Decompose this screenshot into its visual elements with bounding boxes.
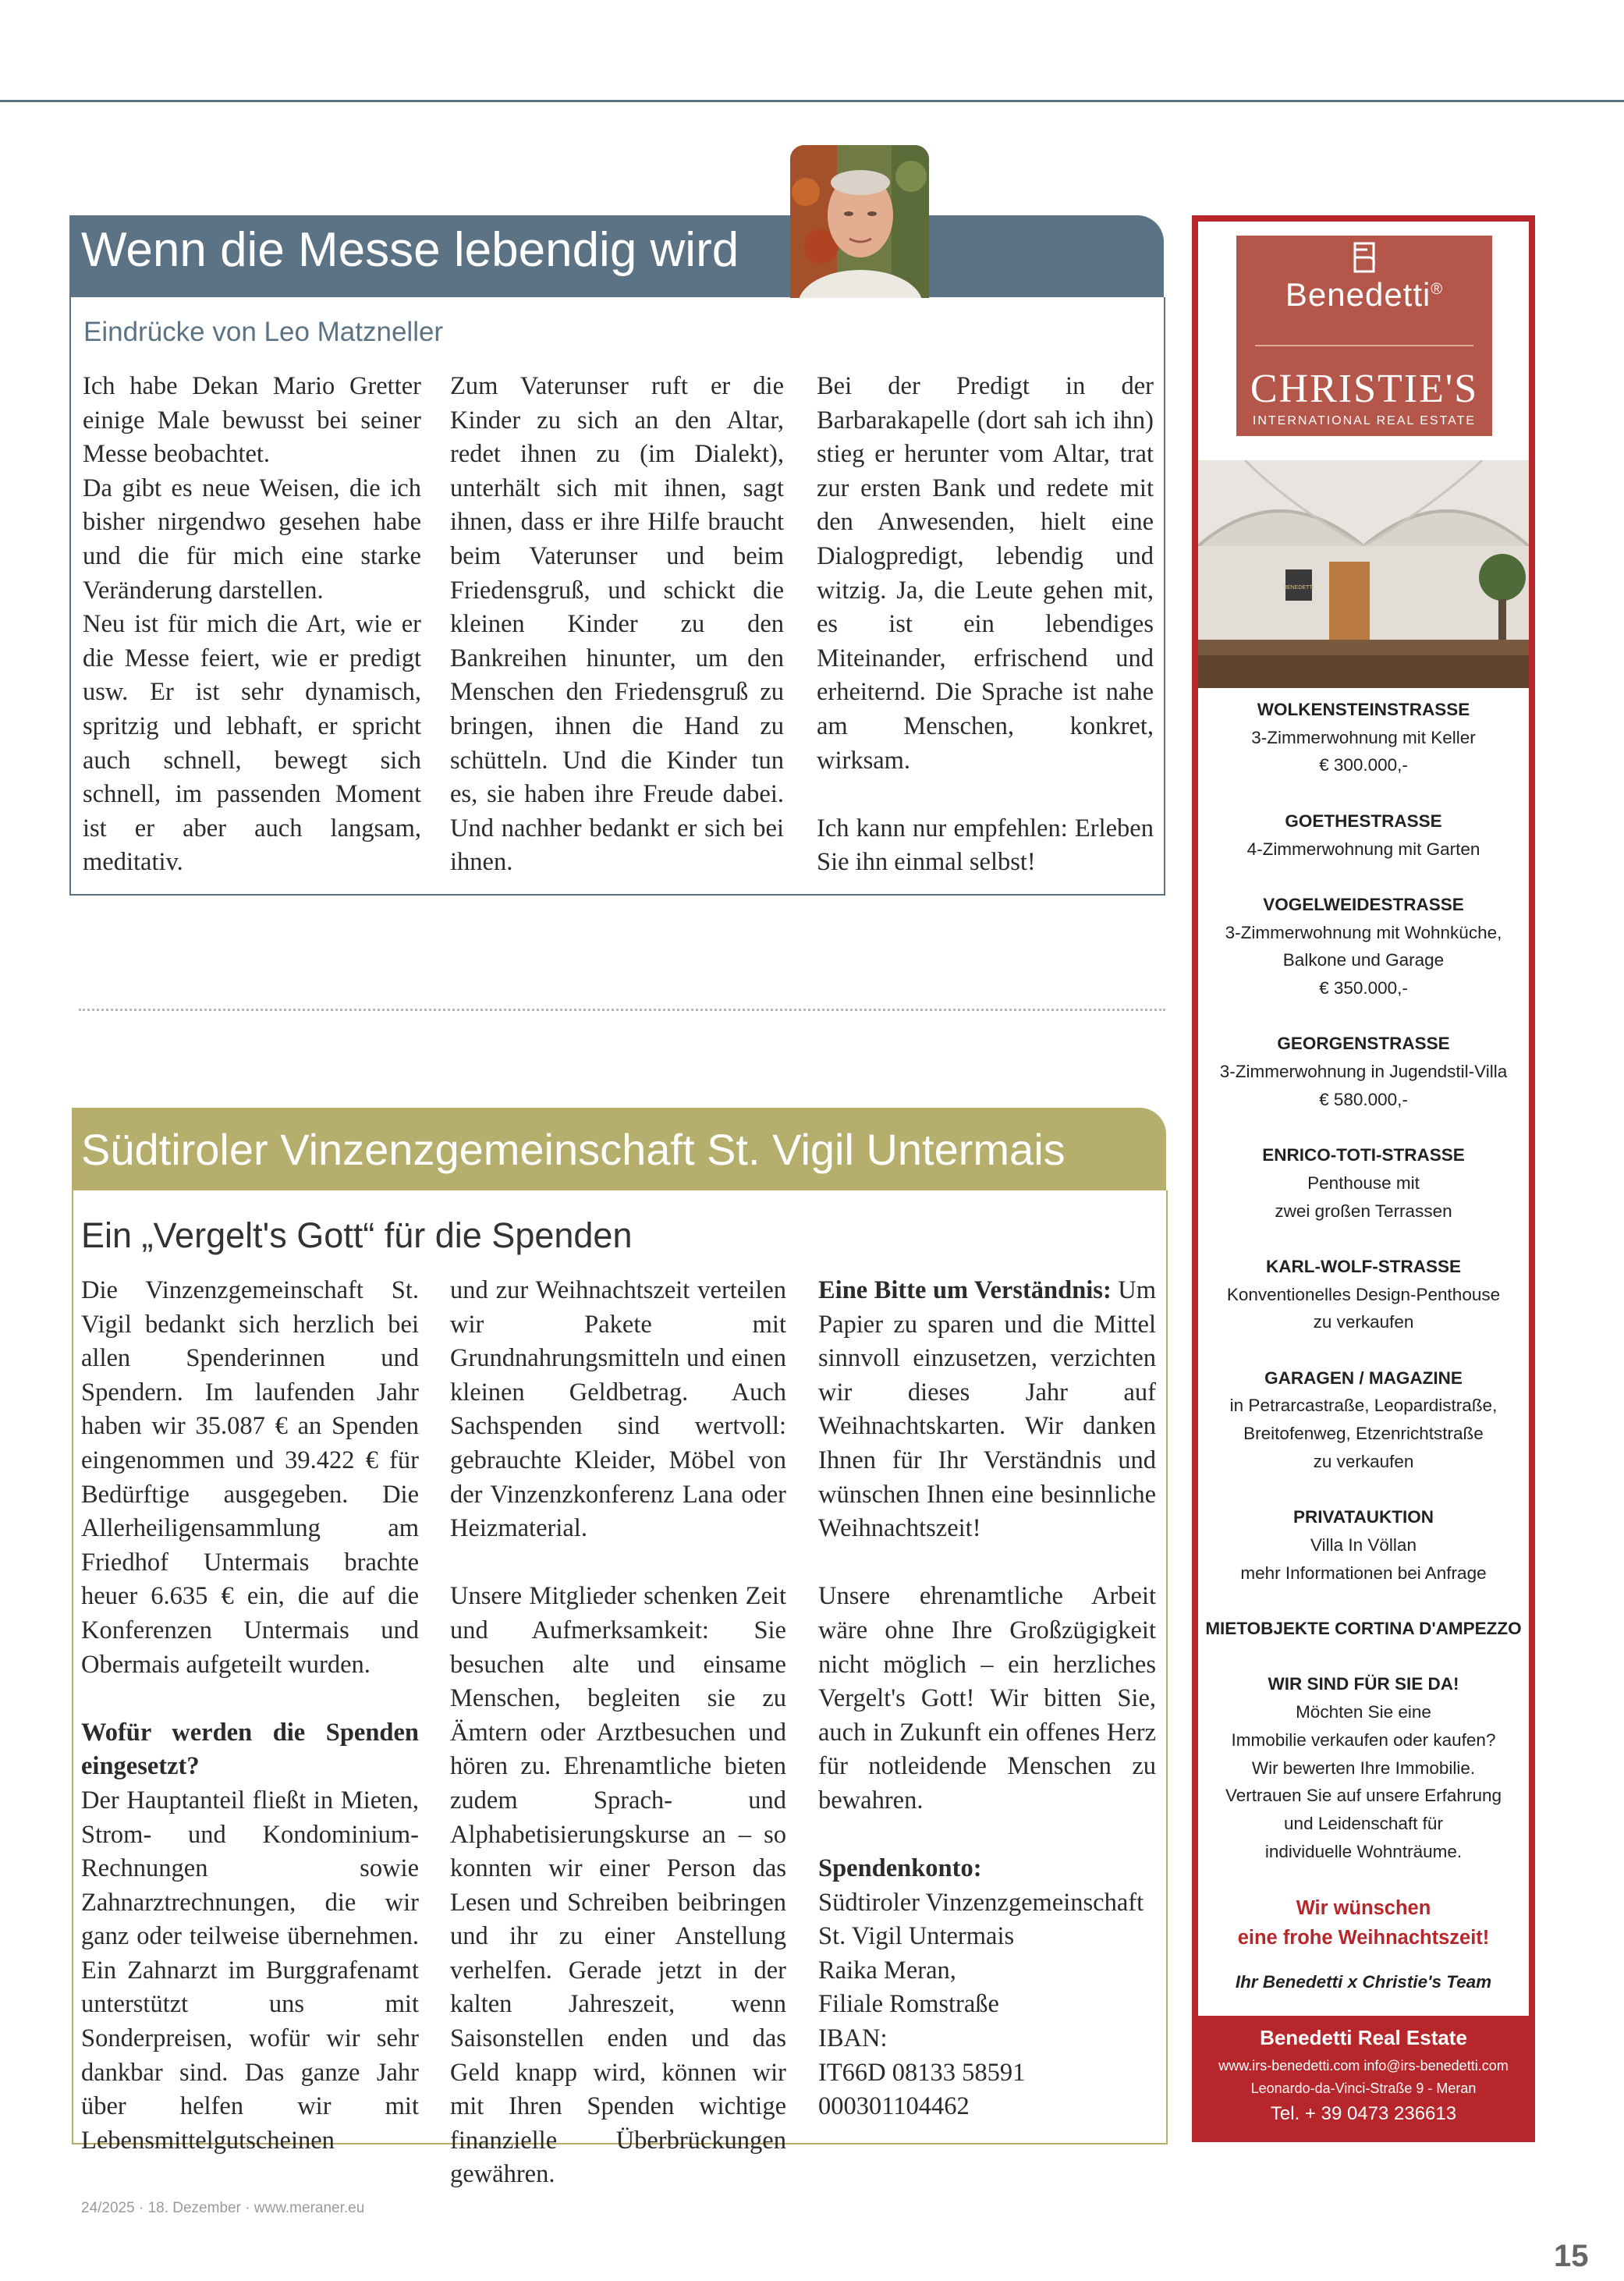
article2-column-2 bbox=[450, 1274, 786, 2192]
company-address: Leonardo-da-Vinci-Straße 9 - Meran bbox=[1250, 2081, 1477, 2096]
account-line: IBAN: bbox=[818, 2024, 888, 2053]
partner-name: CHRISTIE'S bbox=[1250, 367, 1479, 411]
contact-line: individuelle Wohnträume. bbox=[1264, 1841, 1463, 1861]
page-number: 15 bbox=[1554, 2239, 1589, 2273]
listing bbox=[1198, 1503, 1529, 1587]
listing-title: WOLKENSTEINSTRASSE bbox=[1257, 700, 1470, 719]
paragraph: und zur Weihnachtszeit verteilen wir Pakete mit Grundnahrungsmitteln und einen kleinen Geldbetrag. Auch Sachspenden sind wertvoll: gebrauchte Kleider, Möbel von der Vinzenzkonferenz Lana oder Heizmaterial. bbox=[450, 1276, 786, 1543]
listing-price: € 580.000,- bbox=[1319, 1089, 1408, 1109]
section-heading: Wofür werden die Spenden eingesetzt? bbox=[81, 1718, 419, 1781]
listing-line: 3-Zimmerwohnung mit Keller bbox=[1251, 727, 1476, 747]
article1-column-2 bbox=[450, 370, 784, 880]
issue-info: 24/2025 · 18. Dezember · www.meraner.eu bbox=[81, 2200, 365, 2216]
top-rule bbox=[0, 100, 1624, 102]
interior-photo bbox=[1198, 460, 1529, 688]
listing-line: 3-Zimmerwohnung mit Wohnküche, bbox=[1225, 922, 1502, 942]
article1-title: Wenn die Messe lebendig wird bbox=[81, 223, 739, 277]
contact-block bbox=[1198, 1670, 1529, 1865]
contact-line: Möchten Sie eine bbox=[1296, 1702, 1431, 1722]
listing-line: Villa In Völlan bbox=[1310, 1534, 1417, 1555]
section-divider bbox=[79, 1009, 1165, 1011]
listings bbox=[1198, 696, 1529, 1996]
company-phone: Tel. + 39 0473 236613 bbox=[1270, 2103, 1457, 2124]
listing-title: VOGELWEIDESTRASSE bbox=[1263, 894, 1464, 914]
listing bbox=[1198, 1253, 1529, 1336]
paragraph: Die Vinzenzgemeinschaft St. Vigil bedankt sich herzlich bei allen Spenderinnen und Spendern. Im laufenden Jahr haben wir 35.087 € an Spenden eingenommen und 39.422 € für Bedürftige ausgegeben. Die Allerheiligensammlung am Friedhof Untermais brachte heuer 6.635 € ein, die auf die Konferenzen Untermais und Obermais aufgeteilt wurden. bbox=[81, 1276, 419, 1679]
listing-price: € 300.000,- bbox=[1319, 755, 1408, 775]
listing-line: Breitofenweg, Etzenrichtstraße bbox=[1243, 1424, 1484, 1444]
article2-subtitle: Ein „Vergelt's Gott“ für die Spenden bbox=[81, 1215, 633, 1255]
section-heading: Spendenkonto: bbox=[818, 1854, 982, 1883]
article1-column-1 bbox=[83, 370, 421, 880]
article2-column-3 bbox=[818, 1274, 1156, 2124]
listing-line: Konventionelles Design-Penthouse bbox=[1226, 1284, 1501, 1304]
listing-title: GEORGENSTRASSE bbox=[1277, 1034, 1450, 1054]
partner-subtitle: INTERNATIONAL REAL ESTATE bbox=[1252, 414, 1477, 427]
listing bbox=[1198, 1364, 1529, 1476]
article1-column-3 bbox=[817, 370, 1154, 880]
article2-column-1 bbox=[81, 1274, 419, 2158]
paragraph: Zum Vaterunser ruft er die Kinder zu sich an den Altar, redet ihnen zu (im Dialekt), unterhält sich mit ihnen, sagt ihnen, dass er ihre Hilfe braucht beim Vaterunser und beim Friedensgruß, und schickt die kleinen Kinder zu den Bankreihen hinunter, um den Menschen den Friedensgruß zu bringen, ihnen die Hand zu schütteln. Und die Kinder tun es, sie haben ihre Freude dabei. Und nachher bedankt er sich bei ihnen. bbox=[450, 372, 784, 877]
paragraph: Neu ist für mich die Art, wie er die Messe feiert, wie er predigt usw. Er ist sehr dynamisch, spritzig und lebhaft, er spricht auch schnell, bewegt sich schnell, im passenden Moment ist er aber auch langsam, meditativ. bbox=[83, 610, 421, 877]
lead-in: Eine Bitte um Verständnis: bbox=[818, 1276, 1112, 1304]
contact-line: Vertrauen Sie auf unsere Erfahrung bbox=[1225, 1786, 1502, 1806]
listing bbox=[1198, 891, 1529, 1002]
brand-name: Benedetti bbox=[1285, 276, 1431, 313]
account-line: IT66D 08133 58591 bbox=[818, 2058, 1026, 2087]
svg-text:BENEDETTI: BENEDETTI bbox=[1283, 585, 1314, 591]
listing-line: 4-Zimmerwohnung mit Garten bbox=[1246, 839, 1480, 859]
listing-line: zu verkaufen bbox=[1313, 1451, 1414, 1471]
paragraph: Unsere ehrenamtliche Arbeit wäre ohne Ihre Großzügigkeit nicht möglich – ein herzliches Vergelt's Gott! Wir bitten Sie, auch in Zukunft ein offenes Herz für notleidende Menschen zu bewahren. bbox=[818, 1582, 1156, 1815]
ad-footer bbox=[1192, 2017, 1535, 2125]
paragraph: Eine Bitte um Verständnis: Um Papier zu sparen und die Mittel sinnvoll einzusetzen, verzichten wir dieses Jahr auf Weihnachtskarten. Wir danken Ihnen für Ihr Verständnis und wünschen Ihnen eine besinnliche Weihnachtszeit! bbox=[818, 1276, 1157, 1543]
listing bbox=[1198, 807, 1529, 863]
contact-line: und Leidenschaft für bbox=[1284, 1813, 1443, 1833]
listing-title: MIETOBJEKTE CORTINA D'AMPEZZO bbox=[1205, 1619, 1522, 1639]
account-line: Filiale Romstraße bbox=[818, 1990, 999, 2019]
listing-line: zu verkaufen bbox=[1313, 1312, 1414, 1332]
season-greeting-2: eine frohe Weihnachtszeit! bbox=[1237, 1927, 1490, 1949]
contact-line: Wir bewerten Ihre Immobilie. bbox=[1251, 1758, 1476, 1778]
benedetti-logo: Benedetti® bbox=[1236, 236, 1492, 349]
paragraph: Bei der Predigt in der Barbarakapelle (dort sah ich ihn) stieg er herunter vom Altar, trat zur ersten Bank und redete mit den Anwesenden, hielt eine Dialogpredigt, lebendig und witzig. Ja, die Leute gehen mit, es ist ein lebendiges Miteinander, erfrischend und erheiternd. Die Sprache ist nahe am Menschen, konkret, wirksam. bbox=[817, 372, 1154, 775]
article1-subtitle: Eindrücke von Leo Matzneller bbox=[83, 317, 444, 347]
listing-line: 3-Zimmerwohnung in Jugendstil-Villa bbox=[1219, 1062, 1508, 1082]
listing-title: GOETHESTRASSE bbox=[1285, 811, 1442, 831]
season-greeting-1: Wir wünschen bbox=[1296, 1897, 1431, 1920]
author-portrait bbox=[790, 145, 929, 298]
company-name: Benedetti Real Estate bbox=[1260, 2026, 1467, 2049]
paragraph: Ich kann nur empfehlen: Erleben Sie ihn einmal selbst! bbox=[817, 814, 1154, 877]
listing bbox=[1198, 1141, 1529, 1225]
listing-line: mehr Informationen bei Anfrage bbox=[1240, 1563, 1487, 1583]
article2-title: Südtiroler Vinzenzgemeinschaft St. Vigil Untermais bbox=[81, 1125, 1066, 1174]
listing-title: ENRICO-TOTI-STRASSE bbox=[1262, 1145, 1465, 1165]
company-web: www.irs-benedetti.com info@irs-benedetti.com bbox=[1218, 2058, 1509, 2073]
team-signature: Ihr Benedetti x Christie's Team bbox=[1235, 1972, 1492, 1992]
listing-title: GARAGEN / MAGAZINE bbox=[1264, 1368, 1463, 1388]
listing-price: € 350.000,- bbox=[1319, 978, 1408, 998]
paragraph: Da gibt es neue Weisen, die ich bisher nirgendwo gesehen habe und die für mich eine starke Veränderung darstellen. bbox=[83, 474, 421, 605]
paragraph: Der Hauptanteil fließt in Mieten, Strom- und Kondominium-Rechnungen sowie Zahnarztrechnungen, die wir ganz oder teilweise übernehmen. Ein Zahnarzt im Burggrafenamt unterstützt uns mit Sonderpreisen, wofür wir sehr dankbar sind. Das ganze Jahr über helfen wir mit Lebensmittelgutscheinen bbox=[81, 1786, 419, 2155]
paragraph: Unsere Mitglieder schenken Zeit und Aufmerksamkeit: Sie besuchen alte und einsame Menschen, begleiten sie zu Ämtern oder Arztbesuchen und hören zu. Ehrenamtliche bieten zudem Sprach- und Alphabetisierungskurse an – so konnten wir einer Person das Lesen und Schreiben beibringen und ihr zu einer Anstellung verhelfen. Gerade jetzt in der kalten Jahreszeit, wenn Saisonstellen enden und das Geld knapp wird, können wir mit Ihren Spenden wichtige finanzielle Überbrückungen gewähren. bbox=[450, 1582, 786, 2189]
listing bbox=[1198, 696, 1529, 779]
listing bbox=[1198, 1030, 1529, 1113]
listing-title: WIR SIND FÜR SIE DA! bbox=[1268, 1674, 1459, 1694]
listing-title: PRIVATAUKTION bbox=[1293, 1507, 1434, 1527]
listing-title: KARL-WOLF-STRASSE bbox=[1266, 1256, 1461, 1276]
listing-line: Balkone und Garage bbox=[1282, 950, 1445, 970]
listing-line: Penthouse mit bbox=[1307, 1172, 1420, 1193]
account-line: 000301104462 bbox=[818, 2092, 970, 2121]
christies-logo bbox=[1236, 349, 1492, 436]
listing-line: in Petrarcastraße, Leopardistraße, bbox=[1229, 1396, 1498, 1416]
account-line: Raika Meran, bbox=[818, 1956, 956, 1985]
account-line: Südtiroler Vinzenzgemeinschaft St. Vigil Untermais bbox=[818, 1888, 1144, 1951]
contact-line: Immobilie verkaufen oder kaufen? bbox=[1231, 1729, 1496, 1750]
listing bbox=[1198, 1615, 1529, 1643]
paragraph: Ich habe Dekan Mario Gretter einige Male bewusst bei seiner Messe beobachtet. bbox=[83, 372, 421, 469]
listing-line: zwei großen Terrassen bbox=[1275, 1201, 1452, 1221]
